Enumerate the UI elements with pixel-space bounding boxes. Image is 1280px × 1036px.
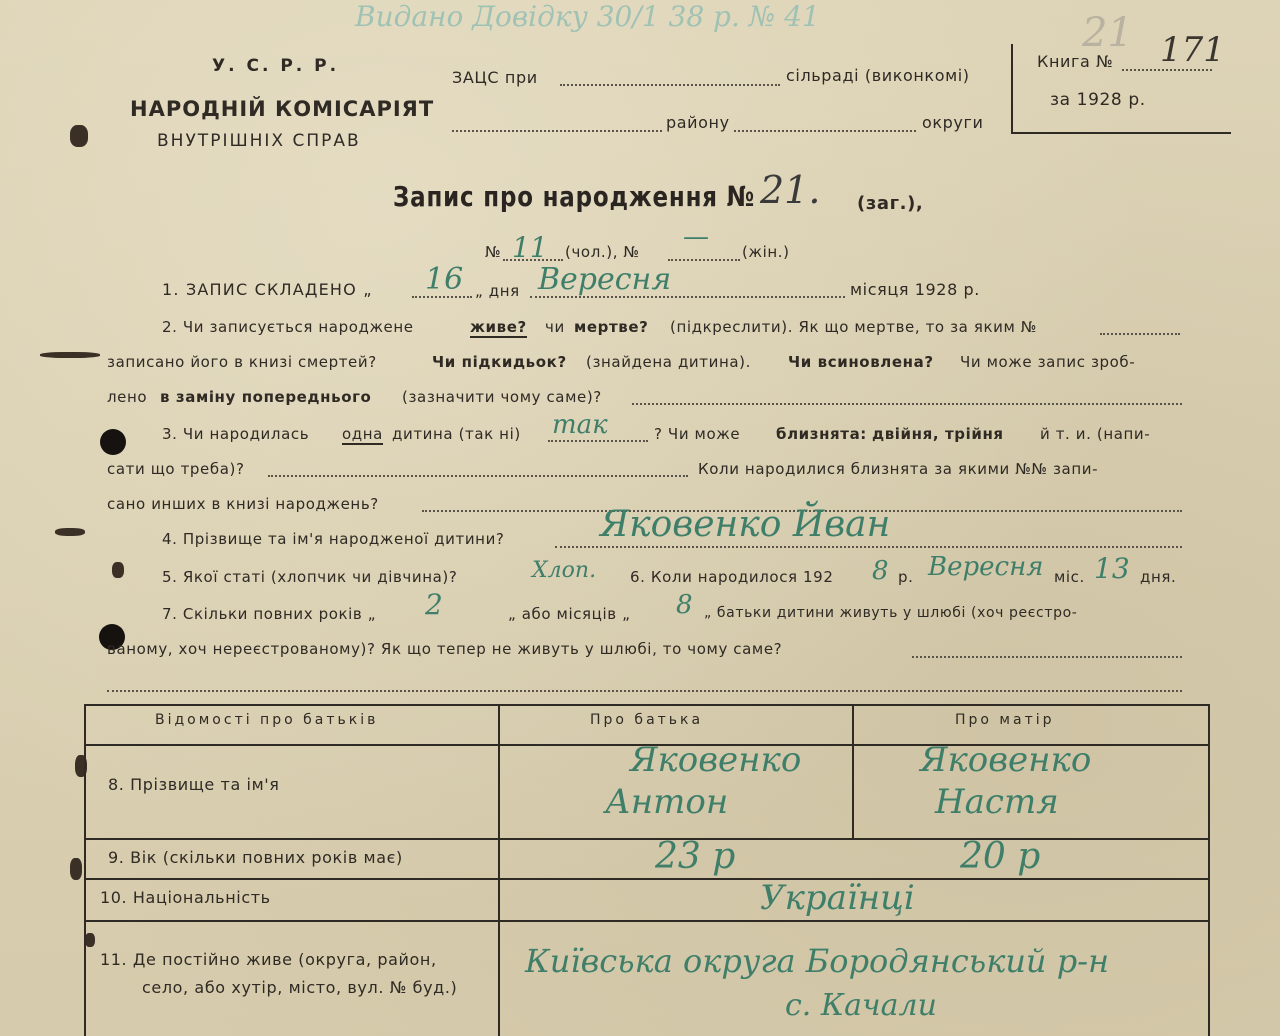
- row10-nationality: Українці: [760, 878, 915, 918]
- row8-label: 8. Прізвище та ім'я: [108, 775, 280, 794]
- item2-line1-e: (підкреслити). Як що мертве, то за яким №: [670, 318, 1037, 336]
- item6-month: Вересня: [928, 552, 1044, 582]
- item6-r: р.: [898, 568, 914, 586]
- item1-day-field: [412, 296, 472, 298]
- item7-reason-field-2: [107, 690, 1182, 692]
- zags-label: ЗАЦС при: [452, 68, 538, 87]
- item4-child-name: Яковенко Йван: [600, 504, 891, 545]
- female-label: (жін.): [742, 243, 790, 261]
- row8-father-name: Антон: [605, 782, 729, 822]
- item2-replacement: в заміну попереднього: [160, 388, 372, 406]
- item6-mis: міс.: [1054, 568, 1085, 586]
- row10-label: 10. Національність: [100, 888, 271, 907]
- item2-adopted: Чи всиновлена?: [788, 353, 934, 371]
- paper-tear: [40, 352, 100, 358]
- table-row-divider-2: [84, 878, 1210, 880]
- item7-years: 2: [425, 588, 443, 621]
- item7-line1-a: 7. Скільки повних років „: [162, 605, 377, 623]
- top-note: Видано Довідку 30/1 38 р. № 41: [355, 0, 820, 33]
- item3-line1-a: 3. Чи народилась: [162, 425, 310, 443]
- republic-label: У. С. Р. Р.: [212, 56, 340, 76]
- table-row-divider-1: [84, 838, 1210, 840]
- item2-alive: живе?: [470, 318, 527, 336]
- item2-replacement-field: [632, 403, 1182, 405]
- item3-line1-d: ? Чи може: [654, 425, 741, 443]
- okruha-field: [734, 130, 916, 132]
- zags-field: [560, 84, 780, 86]
- table-row-divider-3: [84, 920, 1210, 922]
- table-top: [84, 704, 1210, 706]
- item5-sex: Хлоп.: [532, 558, 597, 583]
- female-number: —: [683, 222, 709, 252]
- table-right: [1208, 704, 1210, 1036]
- item6-year: 8: [872, 556, 889, 586]
- female-number-field: [668, 259, 740, 261]
- item6-day: 13: [1094, 552, 1130, 585]
- record-title: Запис про народження №: [393, 180, 756, 213]
- item2-death-number-field: [1100, 333, 1180, 335]
- item2-dead: мертве?: [574, 318, 649, 336]
- table-col-divider-1: [498, 704, 500, 1036]
- row11-village: с. Качали: [785, 988, 937, 1023]
- item1-month: Вересня: [538, 262, 672, 297]
- row11-label-line2: село, або хутір, місто, вул. № буд.): [142, 978, 458, 997]
- item2-line2-a: записано його в книзі смертей?: [107, 353, 377, 371]
- item1-year: місяця 1928 р.: [850, 280, 980, 299]
- item2-foundling: Чи підкидьок?: [432, 353, 567, 371]
- item3-line2-a: сати що треба)?: [107, 460, 245, 478]
- paper-tear: [70, 125, 88, 147]
- item3-one: одна: [342, 425, 383, 443]
- record-suffix: (заг.),: [857, 193, 924, 214]
- item1-day: 16: [425, 262, 464, 297]
- item2-line3-c: (зазначити чому саме)?: [402, 388, 602, 406]
- row9-label: 9. Вік (скільки повних років має): [108, 848, 403, 867]
- item1-day-label: „ дня: [475, 282, 520, 300]
- book-number: 171: [1160, 30, 1225, 70]
- council-label: сільраді (виконкомі): [786, 66, 970, 85]
- row11-residence: Київська округа Бородянський р-н: [525, 942, 1110, 980]
- item3-twins: близнята:: [776, 425, 867, 443]
- book-box-left: [1011, 44, 1013, 132]
- commissariat-subtitle: ВНУТРІШНІХ СПРАВ: [157, 131, 361, 151]
- paper-tear: [55, 528, 85, 536]
- item3-line3: сано инших в книзі народжень?: [107, 495, 379, 513]
- item2-line1-a: 2. Чи записується народжене: [162, 318, 414, 336]
- item7-months: 8: [676, 590, 693, 620]
- table-col3-header: Про матір: [955, 712, 1055, 728]
- okruha-label: округи: [922, 113, 984, 132]
- paper-tear: [112, 562, 124, 578]
- item3-line1-g: й т. и. (напи-: [1040, 425, 1151, 443]
- table-left: [84, 704, 86, 1036]
- item3-twins-field: [268, 475, 688, 477]
- district-label: району: [666, 113, 730, 132]
- male-number: 11: [512, 231, 548, 264]
- table-col-divider-2: [852, 704, 854, 840]
- male-prefix: №: [485, 243, 502, 261]
- table-col1-header: Відомості про батьків: [155, 712, 379, 728]
- item7-line1-b: „ або місяців „: [508, 605, 631, 623]
- item6-dnya: дня.: [1140, 568, 1177, 586]
- row11-label-line1: 11. Де постійно живе (округа, район,: [100, 950, 437, 969]
- book-label: Книга №: [1037, 52, 1114, 71]
- item1-label: 1. ЗАПИС СКЛАДЕНО „: [162, 280, 373, 299]
- item3-answer-field: [548, 440, 648, 442]
- item7-reason-field: [912, 656, 1182, 658]
- book-box-bottom: [1011, 132, 1231, 134]
- item2-line1-c: чи: [545, 318, 565, 336]
- year-label: за 1928 р.: [1050, 90, 1146, 110]
- record-number: 21.: [760, 168, 821, 212]
- item2-line3-a: лено: [107, 388, 148, 406]
- district-field: [452, 130, 662, 132]
- paper-tear: [70, 858, 82, 880]
- item7-line1-c: „ батьки дитини живуть у шлюбі (хоч реєстро-: [704, 605, 1078, 621]
- item7-line2: ваному, хоч нереєстрованому)? Як що тепер не живуть у шлюбі, то чому саме?: [107, 640, 783, 658]
- item2-line2-e: Чи може запис зроб-: [960, 353, 1136, 371]
- book-number-overwrite: 21: [1082, 10, 1133, 56]
- row9-mother-age: 20 р: [960, 836, 1041, 877]
- paper-tear: [85, 933, 95, 947]
- item3-twins-triplets: двійня, трійня: [872, 425, 1004, 443]
- item4-label: 4. Прізвище та ім'я народженої дитини?: [162, 530, 505, 548]
- row9-father-age: 23 р: [655, 836, 736, 877]
- item3-line2-b: Коли народилися близнята за якими №№ запи-: [698, 460, 1099, 478]
- punch-hole-top: [100, 429, 126, 455]
- commissariat-title: НАРОДНІЙ КОМІСАРІЯТ: [130, 97, 435, 121]
- item4-field: [555, 546, 1182, 548]
- row8-mother-surname: Яковенко: [920, 740, 1092, 780]
- item1-month-field: [530, 296, 845, 298]
- item3-answer: так: [552, 410, 608, 440]
- table-col2-header: Про батька: [590, 712, 704, 728]
- male-label: (чол.), №: [565, 243, 640, 261]
- item5-label: 5. Якої статі (хлопчик чи дівчина)?: [162, 568, 458, 586]
- item2-line2-c: (знайдена дитина).: [586, 353, 751, 371]
- item6-label: 6. Коли народилося 192: [630, 568, 834, 586]
- row8-mother-name: Настя: [935, 782, 1059, 822]
- row8-father-surname: Яковенко: [630, 740, 802, 780]
- item3-line1-c: дитина (так ні): [392, 425, 521, 443]
